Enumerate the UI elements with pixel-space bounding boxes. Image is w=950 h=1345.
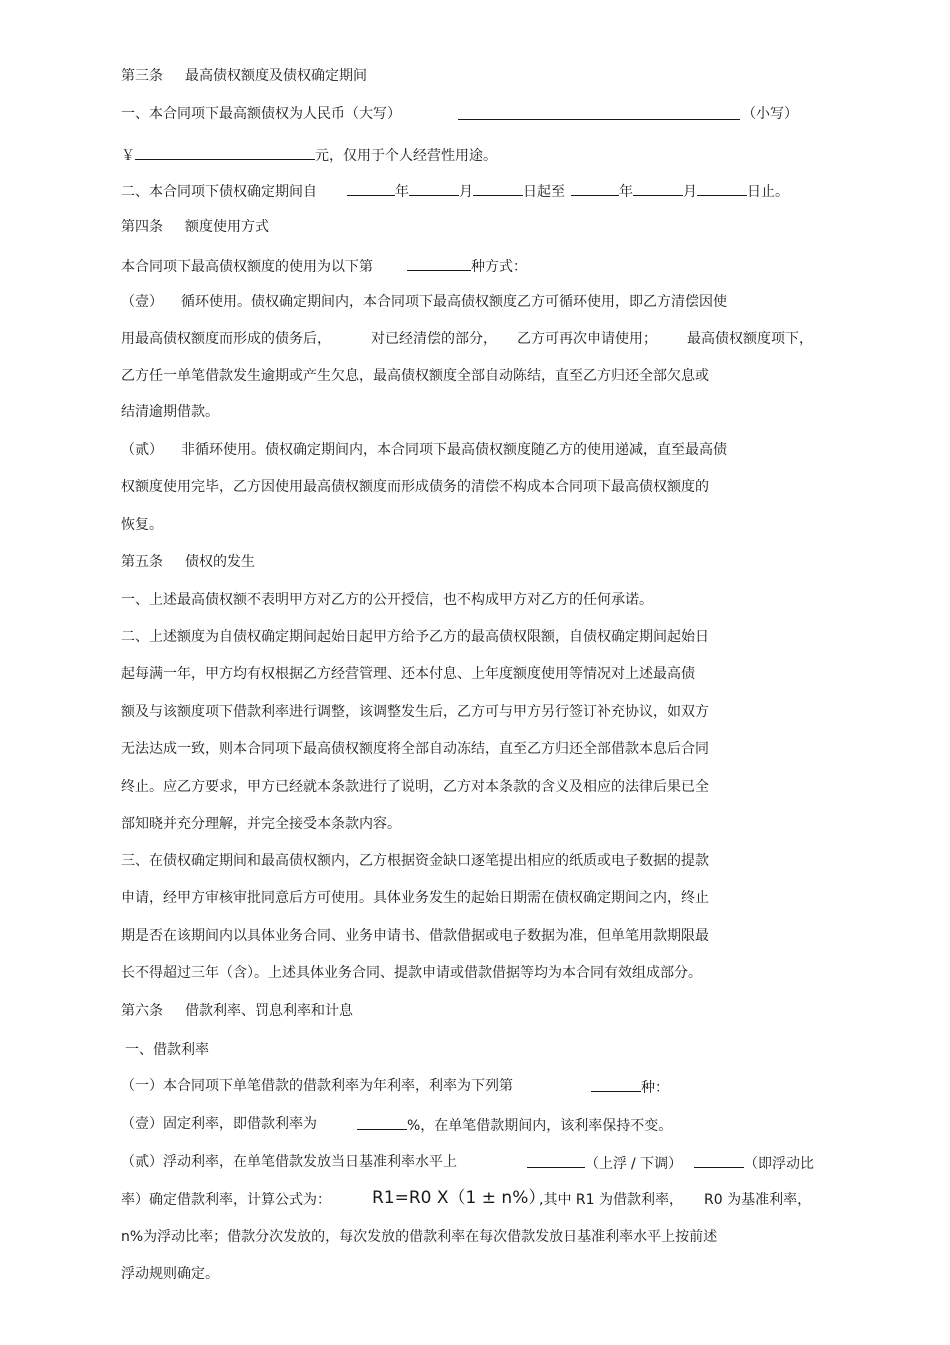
end-day-blank[interactable] — [697, 180, 747, 196]
subsection-heading: 一、借款利率 — [125, 1042, 209, 1058]
start-month-blank[interactable] — [409, 180, 459, 196]
clause-text: 对已经清偿的部分， — [371, 331, 497, 347]
clause-text: ,其中 R1 为借款利率， — [539, 1192, 683, 1208]
float-direction-blank[interactable] — [527, 1152, 585, 1168]
float-ratio-blank[interactable] — [694, 1152, 744, 1168]
floating-rate-line: （贰）浮动利率，在单笔借款发放当日基准利率水平上 — [121, 1154, 457, 1170]
end-month-blank[interactable] — [633, 180, 683, 196]
option-1-line-3: 乙方任一单笔借款发生逾期或产生欠息，最高债权额度全部自动陈结，直至乙方归还全部欠息或 — [121, 368, 709, 384]
clause-text: %，在单笔借款期间内，该利率保持不变。 — [407, 1118, 673, 1134]
clause-text: （上浮 — [585, 1156, 627, 1172]
rate-type-blank-line — [591, 1076, 669, 1096]
rate-type-blank[interactable] — [591, 1076, 641, 1092]
clause-text: （即浮动比 — [744, 1156, 814, 1172]
clause-text: 用最高债权额度而形成的债务后， — [121, 331, 331, 347]
day-from-label: 日起至 — [523, 184, 565, 200]
option-1-line-4: 结清逾期借款。 — [121, 404, 219, 420]
clause-text: / 下调） — [631, 1156, 683, 1172]
clause-text: R0 为基准利率， — [704, 1192, 812, 1208]
floating-ratio-line — [694, 1152, 814, 1172]
clause-text: （壹）固定利率，即借款利率为 — [121, 1116, 317, 1132]
article-5-heading — [121, 552, 255, 572]
month-label: 月 — [683, 184, 697, 200]
rate-formula: R1=R0 X（1 ± n%） — [372, 1188, 546, 1208]
option-label: （贰） — [121, 442, 163, 458]
article-6-heading — [121, 1001, 353, 1021]
article-title: 债权的发生 — [185, 554, 255, 570]
clause-text: 非循环使用。债权确定期间内，本合同项下最高债权额度随乙方的使用递减，直至最高债 — [181, 442, 727, 458]
amount-figures-blank[interactable] — [135, 144, 315, 160]
fixed-rate-line — [121, 1114, 317, 1134]
max-amount-line-1 — [121, 104, 401, 124]
clause-5-2-line: 起每满一年，甲方均有权根据乙方经营管理、还本付息、上年度额度使用等情况对上述最高债 — [121, 666, 695, 682]
start-day-blank[interactable] — [473, 180, 523, 196]
clause-text: 本合同项下最高债权额度的使用为以下第 — [121, 259, 373, 275]
year-label: 年 — [395, 184, 409, 200]
usage-intro-line — [121, 255, 527, 275]
clause-text: （一）本合同项下单笔借款的借款利率为年利率，利率为下列第 — [121, 1078, 513, 1094]
small-letters-label: （小写） — [742, 106, 798, 122]
article-3-heading — [121, 66, 367, 86]
clause-text: 最高债权额度项下， — [687, 331, 813, 347]
article-number: 第三条 — [121, 68, 163, 84]
option-1-line-1 — [121, 292, 727, 312]
article-number: 第四条 — [121, 219, 163, 235]
option-1-line-2 — [121, 329, 331, 349]
clause-text: 一、本合同项下最高额债权为人民币（大写） — [121, 106, 401, 122]
end-year-blank[interactable] — [571, 180, 619, 196]
fixed-rate-blank[interactable] — [357, 1114, 407, 1130]
clause-text: 乙方可再次申请使用； — [517, 331, 657, 347]
clause-5-3-line: 期是否在该期间内以具体业务合同、业务申请书、借款借据或电子数据为准，但单笔用款期限最 — [121, 928, 709, 944]
clause-5-3-line: 三、在债权确定期间和最高债权额内，乙方根据资金缺口逐笔提出相应的纸质或电子数据的提款 — [121, 853, 709, 869]
option-2-line-1 — [121, 440, 727, 460]
article-title: 借款利率、罚息利率和计息 — [185, 1003, 353, 1019]
usage-method-blank[interactable] — [407, 255, 471, 271]
option-2-line-3: 恢复。 — [121, 517, 163, 533]
clause-text: 循环使用。债权确定期间内，本合同项下最高债权额度乙方可循环使用，即乙方清偿因使 — [181, 294, 727, 310]
article-title: 最高债权额度及债权确定期间 — [185, 68, 367, 84]
clause-5-2-line: 额及与该额度项下借款利率进行调整，该调整发生后，乙方可与甲方另行签订补充协议，如双方 — [121, 704, 709, 720]
clause-5-2-line: 终止。应乙方要求，甲方已经就本条款进行了说明，乙方对本条款的含义及相应的法律后果已全 — [121, 779, 709, 795]
article-number: 第五条 — [121, 554, 163, 570]
clause-5-3-line: 长不得超过三年（含）。上述具体业务合同、提款申请或借款借据等均为本合同有效组成部分。 — [121, 965, 702, 981]
floating-direction-line — [527, 1152, 682, 1172]
clause-text: 种方式： — [471, 259, 527, 275]
clause-5-2-line: 部知晓并充分理解，并完全接受本条款内容。 — [121, 816, 401, 832]
year-label: 年 — [619, 184, 633, 200]
option-2-line-2: 权额度使用完毕，乙方因使用最高债权额度而形成债务的清偿不构成本合同项下最高债权额度的 — [121, 479, 709, 495]
fixed-rate-blank-line — [357, 1114, 672, 1134]
option-label: （壹） — [121, 294, 163, 310]
day-until-label: 日止。 — [747, 184, 789, 200]
article-title: 额度使用方式 — [185, 219, 269, 235]
max-amount-line-2 — [121, 144, 497, 164]
clause-5-2-line: 无法达成一致，则本合同项下最高债权额度将全部自动冻结，直至乙方归还全部借款本息后合同 — [121, 741, 709, 757]
clause-text: 二、本合同项下债权确定期间自 — [121, 184, 317, 200]
start-year-blank[interactable] — [347, 180, 395, 196]
formula-intro: 率）确定借款利率，计算公式为： — [121, 1192, 331, 1208]
article-number: 第六条 — [121, 1003, 163, 1019]
rate-type-line — [121, 1076, 513, 1096]
determination-period-line — [121, 180, 789, 200]
article-4-heading — [121, 217, 269, 237]
floating-rate-detail-line: n%为浮动比率；借款分次发放的，每次发放的借款利率在每次借款发放日基准利率水平上按前述 — [121, 1229, 718, 1245]
month-label: 月 — [459, 184, 473, 200]
amount-words-blank[interactable] — [458, 104, 740, 124]
floating-rate-detail-line: 浮动规则确定。 — [121, 1266, 219, 1282]
clause-5-1: 一、上述最高债权额不表明甲方对乙方的公开授信，也不构成甲方对乙方的任何承诺。 — [121, 592, 653, 608]
yen-sign: ￥ — [121, 148, 135, 164]
clause-text: 种： — [641, 1080, 669, 1096]
clause-text: 元，仅用于个人经营性用途。 — [315, 148, 497, 164]
clause-5-2-line: 二、上述额度为自债权确定期间起始日起甲方给予乙方的最高债权限额，自债权确定期间起始日 — [121, 629, 709, 645]
clause-5-3-line: 申请，经甲方审核审批同意后方可使用。具体业务发生的起始日期需在债权确定期间之内，终止 — [121, 890, 709, 906]
